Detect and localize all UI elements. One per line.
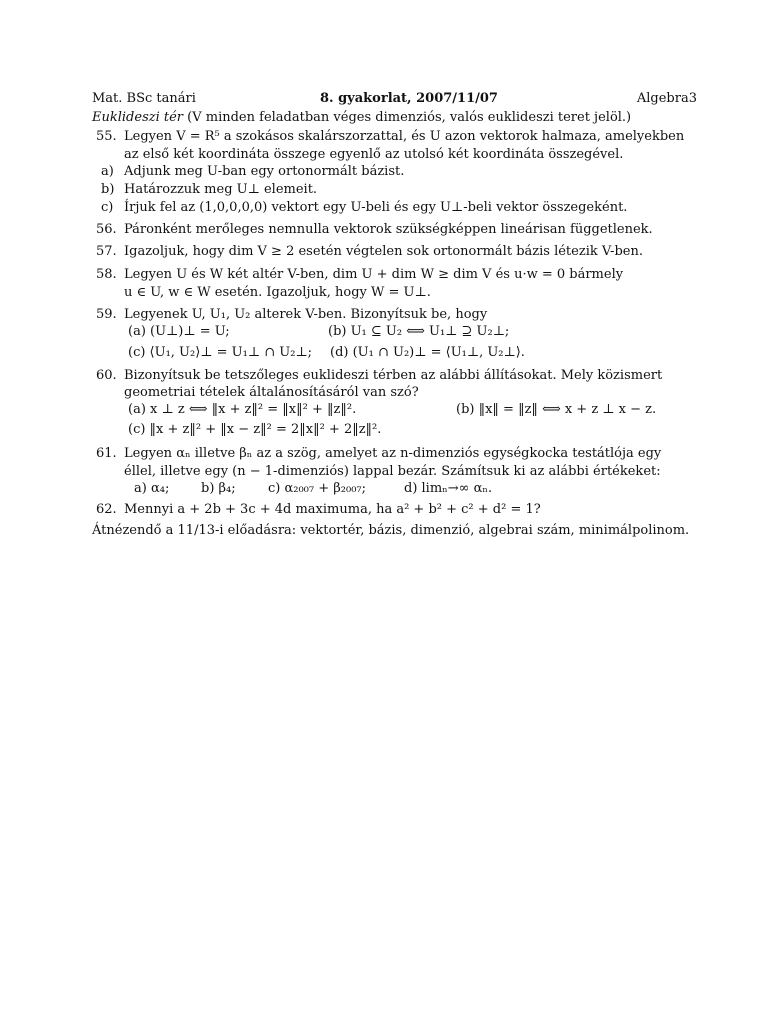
subitem-text: (a) (U⊥)⊥ = U; bbox=[128, 324, 230, 339]
problem-text: Legyenek U, U₁, U₂ alterek V-ben. Bizonyítsuk be, hogy bbox=[124, 307, 488, 322]
subitem-text: c) α₂₀₀₇ + β₂₀₀₇; bbox=[268, 481, 367, 496]
problem-number: 59. bbox=[96, 307, 117, 322]
problem-text: az első két koordináta összege egyenlő az utolsó két koordináta összegével. bbox=[124, 147, 624, 162]
header-title: 8. gyakorlat, 2007/11/07 bbox=[320, 91, 498, 106]
problem-text: éllel, illetve egy (n − 1-dimenziós) lappal bezár. Számítsuk ki az alábbi értékeket: bbox=[124, 464, 661, 479]
problem-number: 56. bbox=[96, 222, 117, 237]
subitem-label: a) bbox=[101, 164, 114, 179]
subitem-text: (a) x ⊥ z ⟺ ‖x + z‖² = ‖x‖² + ‖z‖². bbox=[128, 402, 357, 417]
subitem-label: c) bbox=[101, 200, 114, 215]
intro-term: Euklideszi tér bbox=[92, 110, 184, 125]
problem-text: Legyen αₙ illetve βₙ az a szög, amelyet az n-dimenziós egységkocka testátlója egy bbox=[124, 446, 662, 461]
problem-number: 57. bbox=[96, 244, 117, 259]
problem-number: 60. bbox=[96, 368, 117, 383]
subitem-text: Határozzuk meg U⊥ elemeit. bbox=[124, 182, 318, 197]
review-text: Átnézendő a 11/13-i előadásra: vektortér, bázis, dimenzió, algebrai szám, minimálpolinom. bbox=[92, 523, 690, 538]
header-subject: Algebra3 bbox=[636, 91, 697, 106]
subitem-text: b) β₄; bbox=[201, 481, 236, 496]
subitem-text: d) limₙ→∞ αₙ. bbox=[404, 481, 493, 496]
problem-text: Bizonyítsuk be tetszőleges euklideszi térben az alábbi állításokat. Mely közismert bbox=[124, 368, 663, 383]
problem-text: geometriai tételek általánosításáról van szó? bbox=[124, 385, 419, 400]
intro-text: (V minden feladatban véges dimenziós, valós euklideszi teret jelöl.) bbox=[187, 110, 632, 125]
subitem-text: a) α₄; bbox=[134, 481, 170, 496]
problem-text: Legyen V = R⁵ a szokásos skalárszorzattal, és U azon vektorok halmaza, amelyekben bbox=[124, 129, 685, 144]
subitem-text: (c) ‖x + z‖² + ‖x − z‖² = 2‖x‖² + 2‖z‖². bbox=[128, 422, 382, 437]
problem-number: 61. bbox=[96, 446, 117, 461]
problem-text: Legyen U és W két altér V-ben, dim U + dim W ≥ dim V és u·w = 0 bármely bbox=[124, 267, 624, 282]
problem-text: Igazoljuk, hogy dim V ≥ 2 esetén végtelen sok ortonormált bázis létezik V-ben. bbox=[124, 244, 643, 259]
subitem-label: b) bbox=[101, 182, 115, 197]
subitem-text: (c) ⟨U₁, U₂⟩⊥ = U₁⊥ ∩ U₂⊥; bbox=[128, 345, 313, 360]
problem-text: Mennyi a + 2b + 3c + 4d maximuma, ha a² + b² + c² + d² = 1? bbox=[124, 502, 541, 517]
problem-number: 55. bbox=[96, 129, 117, 144]
problem-text: Páronként merőleges nemnulla vektorok szükségképpen lineárisan függetlenek. bbox=[124, 222, 653, 237]
subitem-text: (b) ‖x‖ = ‖z‖ ⟺ x + z ⊥ x − z. bbox=[456, 402, 657, 417]
subitem-text: Írjuk fel az (1,0,0,0,0) vektort egy U-beli és egy U⊥-beli vektor összegeként. bbox=[124, 200, 628, 215]
problem-number: 58. bbox=[96, 267, 117, 282]
subitem-text: Adjunk meg U-ban egy ortonormált bázist. bbox=[124, 164, 405, 179]
subitem-text: (d) (U₁ ∩ U₂)⊥ = ⟨U₁⊥, U₂⊥⟩. bbox=[330, 345, 525, 360]
header-course: Mat. BSc tanári bbox=[92, 91, 196, 106]
problem-number: 62. bbox=[96, 502, 117, 517]
subitem-text: (b) U₁ ⊆ U₂ ⟺ U₁⊥ ⊇ U₂⊥; bbox=[328, 324, 510, 339]
problem-text: u ∈ U, w ∈ W esetén. Igazoljuk, hogy W = U⊥. bbox=[124, 285, 431, 300]
